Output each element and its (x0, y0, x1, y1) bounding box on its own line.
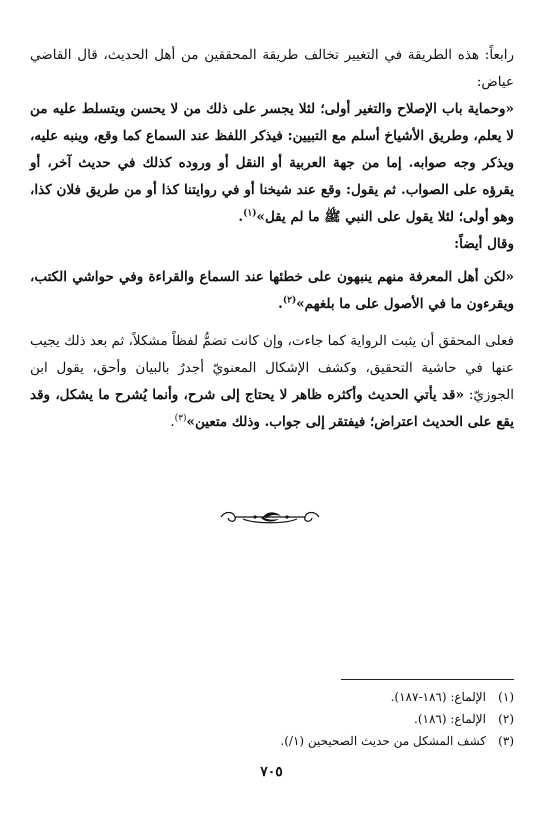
footnote-text: الإلماع: (١٨٦). (414, 712, 486, 726)
paragraph-intro (30, 42, 514, 96)
footnote-text: الإلماع: (١٨٦-١٨٧). (390, 690, 486, 704)
paragraph-end-period: . (170, 414, 175, 430)
footnote-text: كشف المشكل من حديث الصحيحين (١/). (280, 734, 486, 748)
page-number: ٧٠٥ (260, 764, 283, 780)
muhaqqiq-plain-text: فعلى المحقق أن يثبت الرواية كما جاءت، وإن كانت تضمُّ لفظاً مشكلاً، ثم بعد ذلك يجيب عنها في حاشية التحقيق، وكشف الإشكال المعنويّ أجدرُ بالبيان وأحق، يقول ابن الجوزيّ: (29, 333, 514, 403)
paragraph-qala-aydan (30, 231, 514, 258)
footnote-number: (٢) (498, 712, 514, 726)
footnote-item (150, 686, 514, 708)
quote-2-text: «لكن أهل المعرفة منهم ينبهون على خطئها عند السماع والقراءة وفي حواشي الكتب، ويقرءون ما في الأصول على ما بلغهم» (30, 269, 514, 312)
quote-1-text: «وحماية باب الإصلاح والتغير أولى؛ لئلا يجسر على ذلك من لا يحسن ويتسلط عليه من لا يعلم، وطريق الأشياخ أسلم مع التبيين: فيذكر اللفظ عند السماع كما وقع، وينبه عليه، ويذكر وجه صوابه. إما من جهة العربية أو النقل أو وروده كذلك في حديث آخر، أو يقرؤه على الصواب. ثم يقول: وقع عند شيخنا أو في روايتنا كذا أو من طريق فلان كذا، وهو أولى؛ لئلا يقول على النبي ﷺ ما لم يقل» (30, 101, 514, 225)
section-divider-ornament-icon (215, 506, 325, 528)
footnote-separator (341, 679, 514, 680)
main-text (30, 42, 514, 436)
qala-aydan-text: وقال أيضاً: (454, 236, 514, 252)
quote-qadi-iyad-1: «وحماية باب الإصلاح والتغير أولى؛ لئلا يجسر على ذلك من لا يحسن ويتسلط عليه من لا يعلم، وطريق الأشياخ أسلم مع التبيين: فيذكر اللفظ عند السماع كما وقع، وينبه عليه، ويذكر وجه صوابه. إما من جهة العربية أو النقل أو وروده كذلك في حديث آخر، أو يقرؤه على الصواب. ثم يقول: وقع عند شيخنا أو في روايتنا كذا أو من طريق فلان كذا، وهو أولى؛ لئلا يقول على النبي ﷺ ما لم يقل»$^{(١)}$. (30, 101, 514, 225)
quote-qadi-iyad-2: «لكن أهل المعرفة منهم ينبهون على خطئها عند السماع والقراءة وفي حواشي الكتب، ويقرءون ما في الأصول على ما بلغهم»$^{(٢)}$. (30, 269, 514, 312)
paragraph-intro-text: رابعاً: هذه الطريقة في التغيير تخالف طريقة المحققين من أهل الحديث، قال القاضي عياض: (30, 47, 514, 90)
footnote-ref-2: (٢) (282, 295, 297, 306)
footnotes (150, 686, 514, 752)
footnote-item (150, 730, 514, 752)
footnote-number: (١) (498, 690, 514, 704)
ibn-jawzi-quote: «قد يأتي الحديث وأكثره ظاهر لا يحتاج إلى شرح، وأنما يُشرح ما يشكل، وقد يقع على الحديث اعتراض؛ فيفتقر إلى جواب. وذلك متعين» (30, 387, 514, 430)
footnote-ref-1: (١) (243, 208, 257, 219)
footnote-item (150, 708, 514, 730)
footnote-ref-3: (٣) (174, 413, 187, 424)
footnote-number: (٣) (498, 734, 514, 748)
paragraph-muhaqqiq (30, 328, 514, 436)
